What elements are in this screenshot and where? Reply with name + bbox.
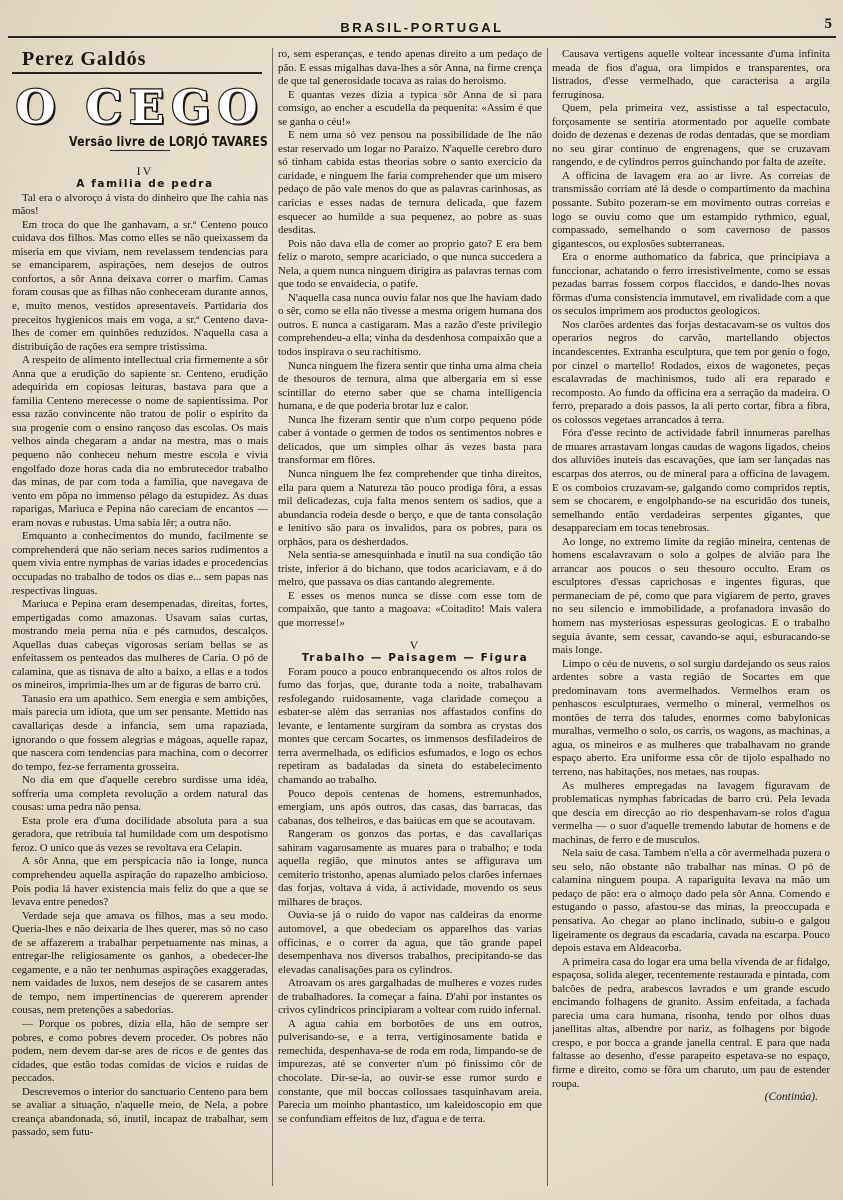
paragraph: — Porque os pobres, dizia ella, hão de sempre ser pobres, e como pobres devem proceder. Os pobres não podem, nem devem dar-se ares de ricos e de gentes das cidades, que estão todas comidas de vicios e ruidas de peccados. [12,1018,268,1085]
paragraph: E nem uma só vez pensou na possibilidade de lhe não estar reservado um logar no Paraizo. N'aquelle cerebro duro só tinham cabida estas theorias sobre o santo exercicio da caridade, e ninguem lhe faria comprehender que um misero pedaço de pão vale menos do que as palavras carinhosas, as caricias e esses nadas de ternura delicada, que fazem esquecer ao humilde a sua pequenez, ao pobre as suas desditas. [278,129,542,237]
paragraph: As mulheres empregadas na lavagem figuravam de problematicas nymphas fabricadas de barro crú. Pela levada que descia em direcção ao rio despenhavam-se rolos d'agua vermelha — o suor d'aquelle tremendo labutar de homens e de machinas, de ferro e de musculos. [552,779,830,846]
paragraph: Mariuca e Pepina eram desempenadas, direitas, fortes, empertigadas como amazonas. Usavam saias curtas, mostrando meia perna nüa e pés carnudos, descalços. Aquellas duas cabeças vigorosas seriam bellas se as enfeitassem os penteados das mulheres de Caria. O pó de calamina, que as tisnava de alto a baixo, a ellas e a todos os mineiros, imprimia-lhes um ar de figuras de barro crú. [12,598,268,692]
column-1-body [12,192,268,1140]
article-title: O CEGO [15,80,265,134]
paragraph: Ao longe, no extremo limite da região mineira, centenas de homens escalavravam o solo a golpes de alvião para lhe arrancar aos poucos o seu thesouro occulto. Eram os esculptores d'essas caprichosas e ingentes figuras, que permaneciam de pé, como que para vigiarem de perto, graves no seu silencio e immobilidade, a profanadora invasão do homem nas mysteriosas espessuras geologicas. E o trabalho seguia ávante, sem cessar, cavando-se aqui, esburacando-se mais longe. [552,535,830,657]
paragraph: Quem, pela primeira vez, assistisse a tal espectaculo, forçosamente se sentiria atormentado por aquelle combate doido de dezenas e dezenas de rodas dentadas, que se mordiam no seu girar continuo de engrenagens, que se cruzavam rangendo, e de cylindros perros guinchando por falta de azeite. [552,102,830,169]
column-2 [278,48,542,1188]
paragraph: Pouco depois centenas de homens, estremunhados, emergiam, uns após outros, das casas, das barracas, das cabanas, dos telheiros, e das baiúcas em que se acoutavam. [278,787,542,827]
paragraph: Nunca ninguem lhe fizera sentir que tinha uma alma cheia de thesouros de ternura, alma que albergaria em si esse scintillar do eterno saber que se chama intelligencia humana, e de que poderia brotar luz e calor. [278,359,542,413]
paragraph: Limpo o céu de nuvens, o sol surgiu dardejando os seus raios ardentes sobre a vasta região de Socartes em que predominavam tons avermelhados. Vermelhos eram os penhascos esculpturaes, vermelho o mineral, vermelhos os montões de terra dos taludes, enormes como babylonicas muralhas, vermelho o solo, os carris, os wagons, as machinas, a agua, os mineiros e as mulheres que trabalhavam no grande espaço aberto. Era uniforme essa côr de tijolo espalhado no terreno, nas habitações, nos metaes, nas roupas. [552,657,830,778]
paragraph: E esses os menos nunca se disse com esse tom de compaixão, que tanto a magoava: «Coitadito! Mais valera que morresse!» [278,589,542,629]
column-2-body-top [278,48,542,631]
paragraph: Fóra d'esse recinto de actividade fabril innumeras parelhas de muares arrastavam longas caudas de wagons ligados, cheios dos alluviões inuteis das escavações, que iam ser lançadas nas escarpas dos aterros, ou de mineral para a officina de lavagem. E os comboios cruzavam-se, galgando como compridos reptis, sem se chocarem, e engolphando-se na escuridão dos tuneis, semelhando então verdadeiras serpentes gigantes, que desappareciam em tocas tenebrosas. [552,427,830,535]
paragraph: Nos clarões ardentes das forjas destacavam-se os vultos dos operarios negros do carvão, martellando objectos incandescentes. Extranha esculptura, que tem por genio o fogo, por cinzel o martello! Rodados, eixos de wagonetes, peças escalavradas de machinismos, tudo ali era reparado e recomposto. Ao fundo da officina era a serração da madeira. O ferro, preparado a dois passos, la ali perto cortar, fibra a fibra, os colossos vegetaes arrancados á terra. [552,318,830,426]
paragraph: Causava vertigens aquelle voltear incessante d'uma infinita meada de fios d'agua, ora limpidos e transparentes, ora listrados, d'esse vermelhado, que caracterisa a argila ferruginosa. [552,48,830,101]
paragraph: Verdade seja que amava os filhos, mas a seu modo. Queria-lhes e não deixaria de lhes querer, mas só no caso de se affazerem a trabalhar perpetuamente nas minas, a entregar-lhe religiosamente os ganhos, a obedecer-lhe cegamente, e a não ter nenhumas aspirações exaggeradas, nem vaidades de luxos, nem desejos de se casarem antes de tempo, nem impertinencias de quererem aprender cousas, nem pretenções a sabedorias. [12,909,268,1017]
author-underline [12,72,262,74]
paragraph: A sôr Anna, que em perspicacia não ia longe, nunca comprehendeu aquella aspiração do rapazelho ambicioso. Pois podia lá haver existencia mais feliz do que a que se levava entre penedos? [12,855,268,909]
publication-title: BRASIL-PORTUGAL [340,20,504,35]
paragraph: Nela saiu de casa. Tambem n'ella a côr avermelhada puzera o seu selo, não obstante não trabalhar nas minas. O pó de calamina ninguem poupa. A rapariguita levava na mão um pedaço de pão: era o almoço dado pela sôr Anna. Comendo e estugando o passo, afastou-se das minas, la preoccupada e pensativa. Ao chegar ao plano inclinado, subiu-o e galgou ligeiramente os degraus da escadaria, cavada na escarpa. Pouco depois estava em Aldeacorba. [552,847,830,955]
chapter-v-title: Trabalho — Paisagem — Figura [301,652,529,665]
paragraph: ro, sem esperanças, e tendo apenas direito a um pedaço de pão. E essas migalhas dava-lhes a sôr Anna, na firme crença de que tal generosidade tocava as raias do heroismo. [278,48,542,88]
paragraph: No dia em que d'aquelle cerebro surdisse uma idéa, soffreria uma completa revolução a ordem natural das cousas: uma pedra não pensa. [12,774,268,814]
paragraph: E quantas vezes dizia a typica sôr Anna de si para comsigo, ao encher a escudella da pequenita: «Assim é que se ganha o céu!» [278,88,542,128]
paragraph: Foram pouco a pouco enbranquecendo os altos rolos de fumo das forjas, que, durante toda a noite, trabalhavam resfolegando ruidosamente, vaga claridade começou a esbater-se além das serranias nos affastados confins do levante, e lentamente surgiram da sombra as crystas dos montes que cercam Socartes, os immensos desfiladeiros de terra avermelhada, os edificios esfumados, e logo os echos repetiram as badaladas da sineta do estabelecimento chamando ao trabalho. [278,665,542,786]
paragraph: N'aquella casa nunca ouviu falar nos que lhe haviam dado o sêr, como se ella não tivesse a mesma origem humana dos outros. E nunca a castigaram. Mas a razão d'este privilegio comprehendeu-a ella; vinha da desdenhosa compaixão que a todos inspirava o seu rachitismo. [278,291,542,359]
chapter-v-number: V [409,637,421,652]
paragraph: Tanasio era um apathico. Sem energia e sem ambições, mais parecia um idiota, que um ser pensante. Mettido nas cavallariças desde a infancia, sem uma rapaziada, ignorando o que fossem alegrias e mágoas, aquelle rapaz, que nascera com tendencias para machina, com o decorrer do tempo, fez-se ferramenta grosseira. [12,692,268,773]
article-author: Perez Galdós [22,48,147,70]
continued-note: (Continúa). [764,1091,818,1104]
paragraph: Nunca lhe fizeram sentir que n'um corpo pequeno póde caber á vontade o germen de todos os sentimentos nobres e delicados, que um simples olhar ás vezes basta para transformar em flôres. [278,413,542,467]
paragraph: Pois não dava ella de comer ao proprio gato? E era bem feliz o maroto, sempre acariciado, o que nunca succedera a Nela, a quem nunca ninguem dirigira as palavras ternas com que todo se envaidecia, o patife. [278,237,542,291]
paragraph: A respeito de alimento intellectual cria firmemente a sôr Anna que a erudição do sapiente sr. Centeno, erudição adequirida em copiosas leituras, bastava para que a familia Centeno merecesse o nome de sapientissima. Por essa razão convincente não tratou de polir o espirito da sua progenie com o ensino rançoso das escolas. Os mais velhos ainda chegaram a andar na mestra, mas o mais pequeno não conheceu nehum mestre escola e vivia engolfado doze horas cada dia no embrutecedor trabalho das minas, de par com toda a familia, que navegava de vento em pôpa no immenso pélago da estupidez. As duas raparigas, Mariuca e Pepina não careciam de encantos — eram novas e rubustas. Uma sabia lêr; a outra não. [12,354,268,529]
paragraph: Tal era o alvoroço á vista do dinheiro que lhe cahia nas mãos! [12,191,268,218]
paragraph: Era o enorme authomatico da fabrica, que principiava a funccionar, achatando o ferro irresistivelmente, como se essas pezadas barras fossem corpos flaccidos, e dando-lhes novas fôrmas d'uma consistencia immutavel, em rivalidade com a que os seculos imprimem aos productos geologicos. [552,251,830,318]
paragraph: Ouvia-se já o ruido do vapor nas caldeiras da enorme automovel, a que obedeciam os apparelhos das varias officinas, e o correr da agua, que tão grande papel desempenhava nos diversos trabalhos, precipitando-se das elevadas canalisações para os cylindros. [278,909,542,976]
page-number: 5 [824,16,832,32]
chapter-iv-title: A familia de pedra [76,178,214,191]
paragraph: Atroavam os ares gargalhadas de mulheres e vozes rudes de trabalhadores. Ia começar a faina. D'ahi por instantes os crivos cylindricos principiaram a voltear com ruido infernal. [278,977,542,1017]
column-divider-1 [272,48,273,1186]
column-3-body [552,48,830,1091]
paragraph: A officina de lavagem era ao ar livre. As correias de transmissão corriam até lá desde o compartimento da machina possante. Subito pozeram-se em movimento outras correias e logo se ouviu como que um estampido rythmico, egual, compassado, semelhando o som cavernoso de passos gigantescos, ou explosões subterraneas. [552,169,830,250]
paragraph: A agua cahia em borbotões de uns em outros, pulverisando-se, e a terra, vertiginosamente batida e remechida, despenhava-se de roda em roda, limpando-se de impurezas, até se converter n'um pó finissimo côr de chocolate. Dir-se-ia, ao ouvir-se esse rumor surdo e constante, que mil boccas collossaes tasquinhavam areia. Parecia um moinho phantastico, um kaleidoscopio em que se confundiam effeitos de luz, d'agua e de terra. [278,1017,542,1125]
article-header [12,48,268,192]
paragraph: A primeira casa do logar era uma bella vivenda de ar fidalgo, espaçosa, solida aleger, recentemente restaurada e pintada, com balcões de pedra, arabescos lavrados e um grande escudo encimando folhagens de granito. Assim enfeitada, a fachada parecia uma cara humana, risonha, tendo por olhos duas janellitas altas, albendre por nariz, as folhagens por bigode crespo, e por bocca a grande janella central. E para que nada faltasse ao desenho, d'esse parapeito espetava-se no espaço, firme e direito, como se fôra um charuto, um pau de estender roupa. [552,955,830,1090]
paragraph: Esta prole era d'uma docilidade absoluta para a sua geradora, que retribuia tal humildade com um despotismo feroz. O unico que ás vezes se revoltava era Celapin. [12,814,268,854]
chapter-iv-number: IV [136,163,154,178]
column-2-body-bottom [278,666,542,1127]
masthead [8,6,836,38]
paragraph: Em troca do que lhe ganhavam, a sr.ª Centeno pouco cuidava dos filhos. Mas como elles se não queixassem da miseria em que viviam, nem revelassem tendencias para se emanciparem, aspirações, nem desejos de outros confortos, a sôr Anna deixava correr o marfim. Camas foram cousas que as filhas não conheceram durante annos, e, muito menos, vestidos apresentaveis. Partidaria dos preceitos hygienicos mais em voga, a sr.ª Centeno dava-lhes de comer em quinhões reduzidos. N'aquella casa a distribuição de rações era sempre tristissima. [12,218,268,353]
translation-credit: Versão livre de LORJÓ TAVARES [68,134,268,150]
paragraph: Rangeram os gonzos das portas, e das cavallariças sahiram vagarosamente as muares para o trabalho; e toda aquella região, que minutos antes se affigurava um cemiterio tristonho, apenas alumiado pelos clarões infernaes das forjas, voltava á vida, á actividade, movendo os seus milhares de braços. [278,828,542,908]
column-1 [12,48,268,1188]
paragraph: Emquanto a conhecimentos do mundo, facilmente se comprehenderá que não seriam neces sarios rudimentos a quem vivia entre nymphas de varias idades e procedencias occupadas no trabalho de todos os dias e... sem papas nas respectivas linguas. [12,530,268,597]
paragraph: Nela sentia-se amesquinhada e inutil na sua condição tão triste, inferior á do bichano, que todos acariciavam, e á do melro, que passava os dias cantando alegremente. [278,549,542,589]
column-3 [552,48,830,1188]
paragraph: Descrevemos o interior do sanctuario Centeno para bem se avaliar a situação, n'aquelle meio, de Nela, a pobre creança abandonada, só, inutil, incapaz de trabalhar, sem passado, sem futu- [12,1085,268,1139]
column-divider-2 [547,48,548,1186]
paragraph: Nunca ninguem lhe fez comprehender que tinha direitos, ella para quem a Natureza tão pouco prodiga fôra, a essas mil delicadezas, cuja falta menos sentem os sadios, que a abundancia rodeia desde o berço, e que de tanta consolação e lenitivo são para os invalidos, para os pobres, para os orphãos, para os desherdados. [278,467,542,548]
